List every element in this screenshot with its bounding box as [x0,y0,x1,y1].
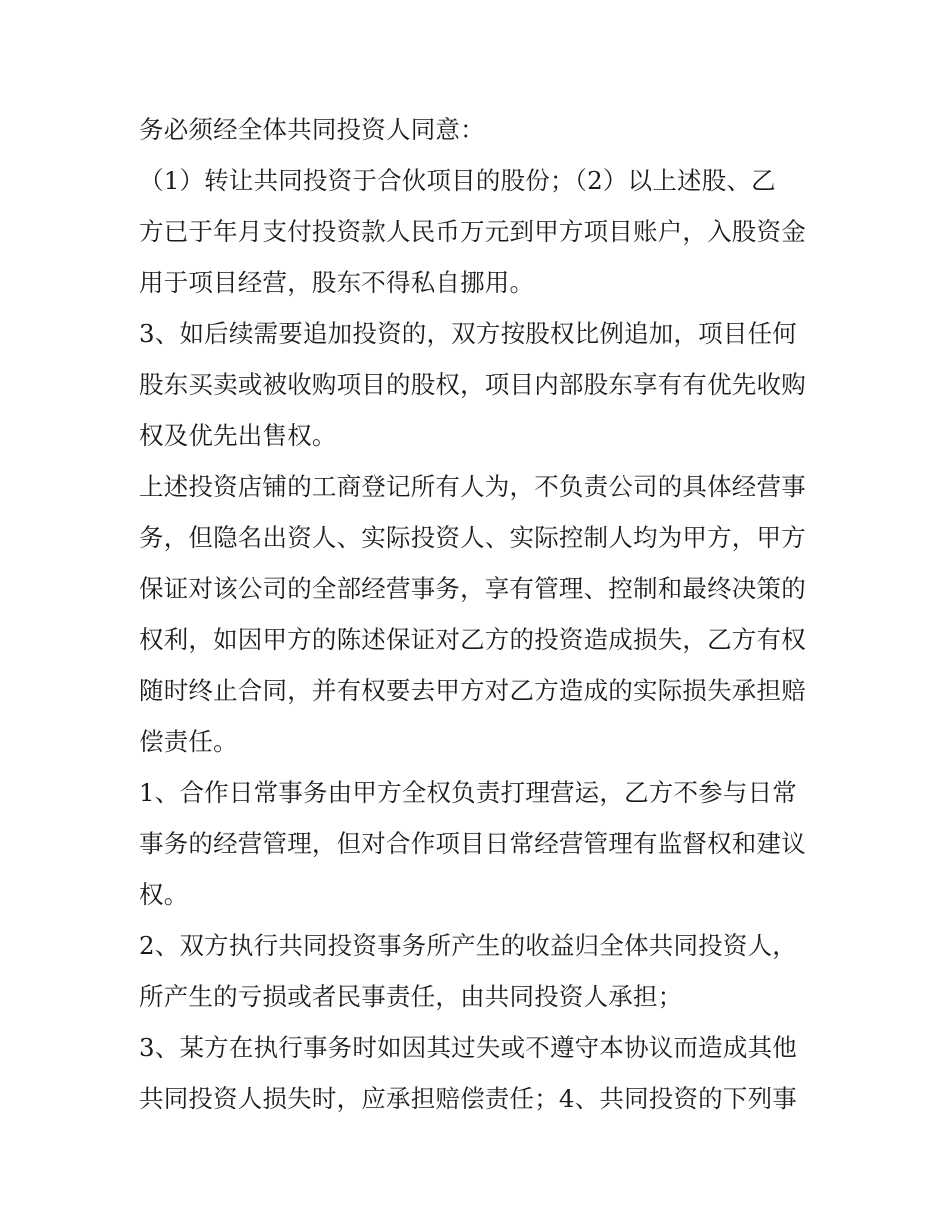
text-line: 保证对该公司的全部经营事务，享有管理、控制和最终决策的 [139,574,806,603]
text-line: 随时终止合同，并有权要去甲方对乙方造成的实际损失承担赔 [139,676,806,705]
text-line: 所产生的亏损或者民事责任，由共同投资人承担； [139,982,683,1011]
text-line: 偿责任。 [139,727,238,756]
text-line: 3、如后续需要追加投资的，双方按股权比例追加，项目任何 [139,319,797,348]
text-line: 1、合作日常事务由甲方全权负责打理营运，乙方不参与日常 [139,778,797,807]
text-line: 务必须经全体共同投资人同意： [139,115,485,144]
text-line: 权利，如因甲方的陈述保证对乙方的投资造成损失，乙方有权 [139,625,806,654]
text-line: 用于项目经营，股东不得私自挪用。 [139,268,535,297]
text-line: 权及优先出售权。 [139,421,337,450]
text-line: 权。 [139,880,189,909]
text-line: 事务的经营管理，但对合作项目日常经营管理有监督权和建议 [139,829,806,858]
text-line: 上述投资店铺的工商登记所有人为，不负责公司的具体经营事 [139,472,806,501]
text-line: （1）转让共同投资于合伙项目的股份；（2）以上述股、乙 [139,166,776,195]
text-line: 务，但隐名出资人、实际投资人、实际控制人均为甲方，甲方 [139,523,806,552]
text-line: 方已于年月支付投资款人民币万元到甲方项目账户，入股资金 [139,217,806,246]
text-line: 共同投资人损失时，应承担赔偿责任；4、共同投资的下列事 [139,1084,797,1113]
text-line: 2、双方执行共同投资事务所产生的收益归全体共同投资人， [139,931,797,960]
text-line: 股东买卖或被收购项目的股权，项目内部股东享有有优先收购 [139,370,806,399]
text-line: 3、某方在执行事务时如因其过失或不遵守本协议而造成其他 [139,1033,797,1062]
